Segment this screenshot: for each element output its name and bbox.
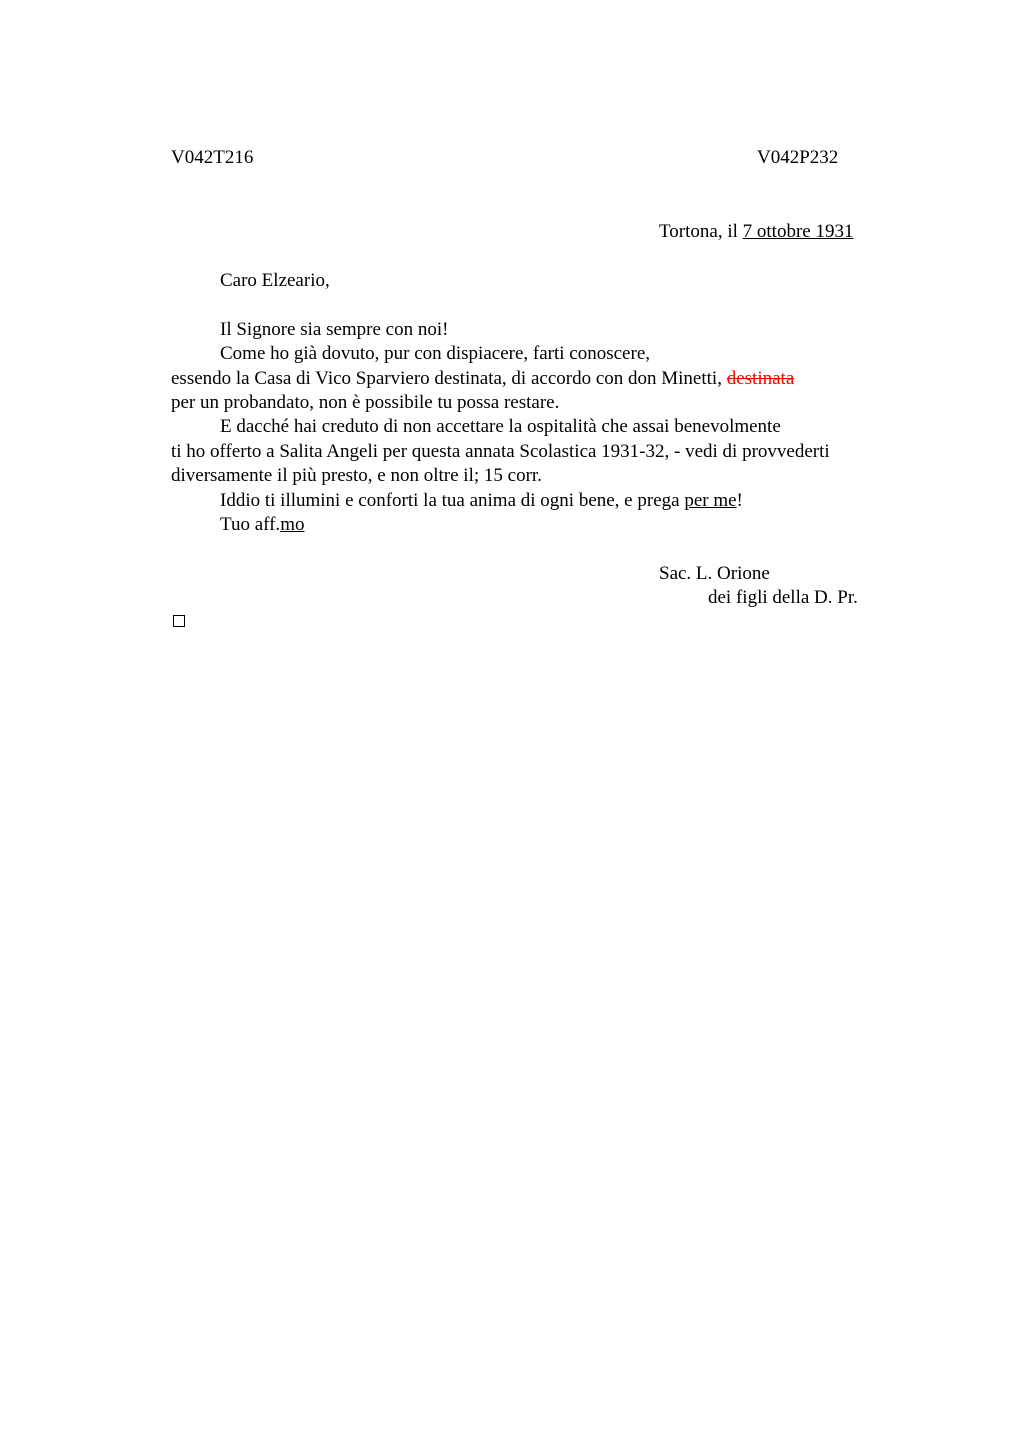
body-line: ti ho offerto a Salita Angeli per questa annata Scolastica 1931-32, - vedi di provvederti bbox=[171, 441, 830, 462]
body-line bbox=[220, 489, 743, 513]
body-line-end: ! bbox=[736, 490, 743, 511]
deleted-word: destinata bbox=[726, 368, 795, 389]
closing-text: Tuo aff. bbox=[220, 514, 281, 535]
body-line: Il Signore sia sempre con noi! bbox=[220, 319, 449, 340]
document-code-left: V042T216 bbox=[171, 147, 254, 168]
body-line: E dacché hai creduto di non accettare la ospitalità che assai benevolmente bbox=[220, 416, 781, 437]
body-line-text: essendo la Casa di Vico Sparviero destinata, di accordo con don Minetti, bbox=[171, 368, 727, 389]
document-code-right: V042P232 bbox=[757, 147, 839, 168]
dateline-prefix: Tortona, il bbox=[659, 221, 743, 242]
body-line: diversamente il più presto, e non oltre il; 15 corr. bbox=[171, 465, 542, 486]
body-line bbox=[171, 367, 794, 391]
body-line-text: Iddio ti illumini e conforti la tua anima di ogni bene, e prega bbox=[220, 490, 685, 511]
checkbox-square-icon bbox=[173, 615, 185, 627]
body-line: per un probandato, non è possibile tu possa restare. bbox=[171, 392, 560, 413]
dateline-date: 7 ottobre 1931 bbox=[742, 221, 854, 242]
signature-title: dei figli della D. Pr. bbox=[708, 587, 858, 608]
dateline bbox=[659, 220, 853, 244]
underlined-phrase: per me bbox=[684, 490, 737, 511]
signature-name: Sac. L. Orione bbox=[659, 563, 770, 584]
closing bbox=[220, 513, 304, 537]
salutation: Caro Elzeario, bbox=[220, 270, 330, 291]
body-line: Come ho già dovuto, pur con dispiacere, farti conoscere, bbox=[220, 343, 650, 364]
closing-superscript: mo bbox=[280, 514, 305, 535]
